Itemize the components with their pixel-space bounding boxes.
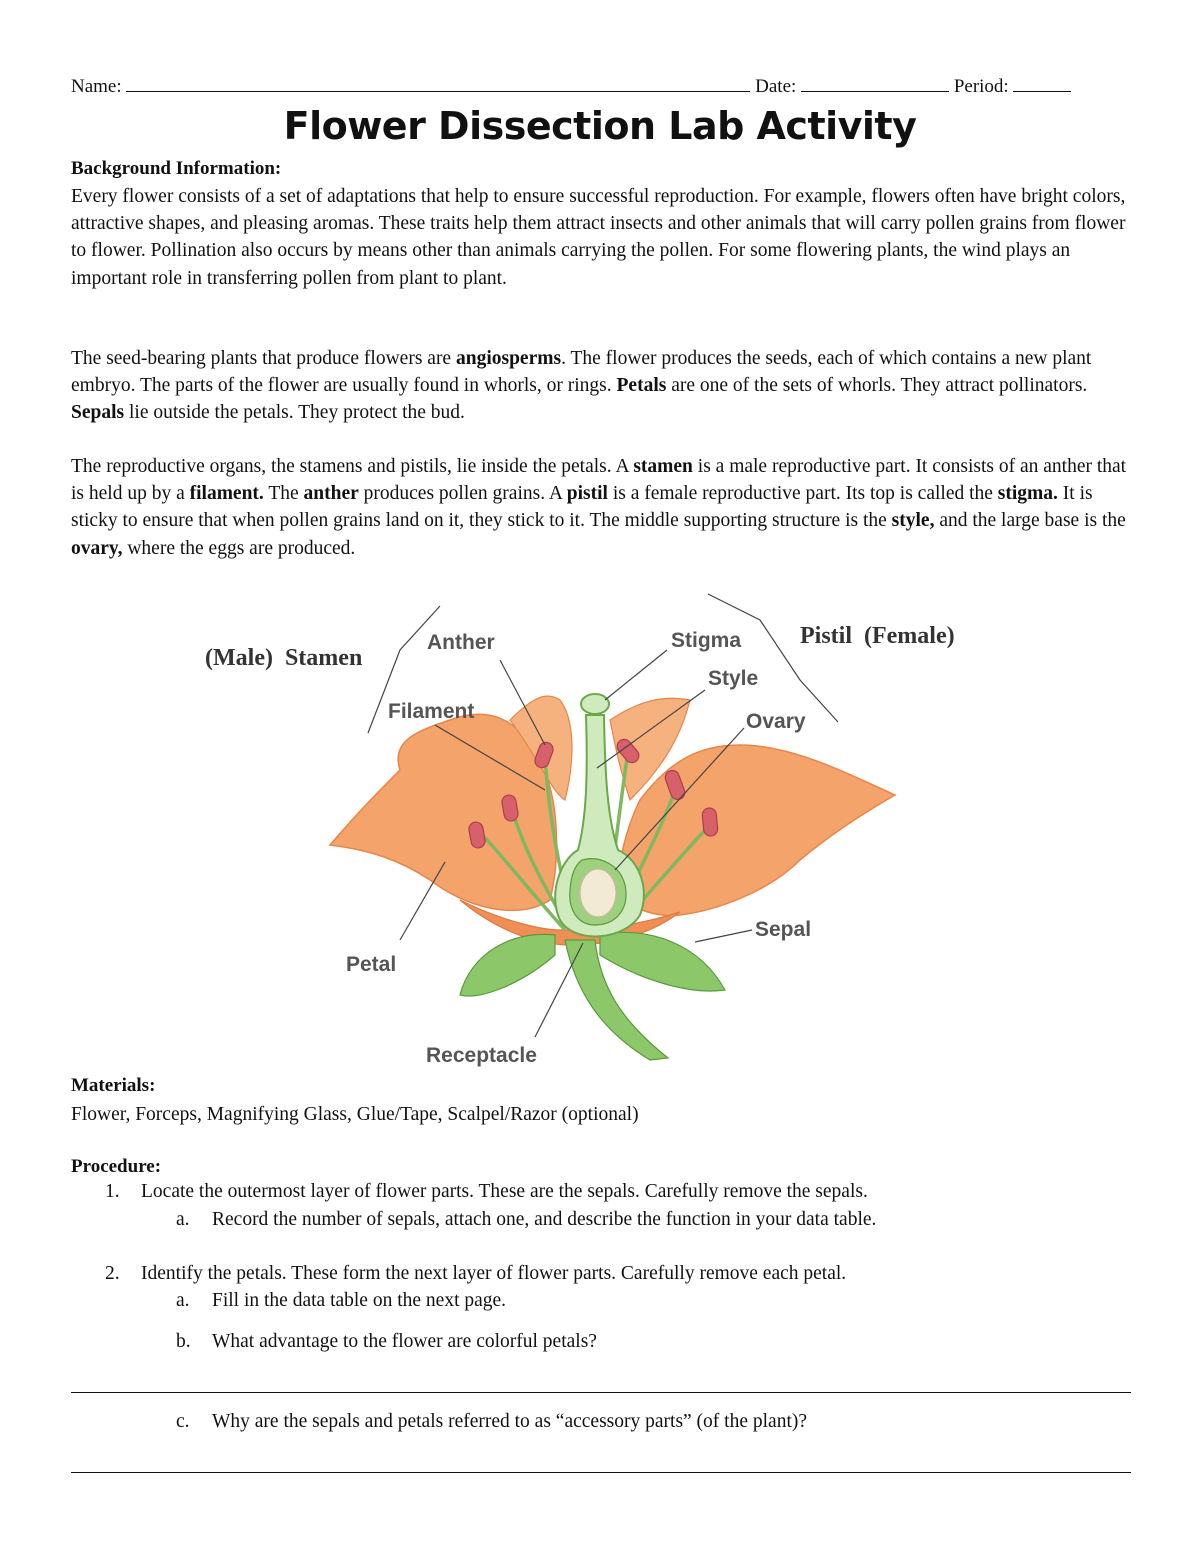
text-run: and the large base is the <box>934 510 1126 532</box>
stigma <box>581 694 609 714</box>
text-run: is a female reproductive part. Its top is called the <box>607 483 998 505</box>
text-run: The seed-bearing plants that produce flowers are <box>71 348 456 369</box>
name-blank[interactable] <box>126 73 750 92</box>
style-label: Style <box>708 667 759 690</box>
step-2a-text: Fill in the data table on the next page. <box>212 1290 507 1311</box>
term-stigma: stigma. <box>997 483 1058 505</box>
flower-diagram <box>190 590 1020 1080</box>
materials-heading: Materials: <box>71 1075 156 1096</box>
step-number: 2. <box>105 1263 120 1284</box>
text-run: are one of the sets of whorls. They attract pollinators. <box>666 375 1088 397</box>
ovary-label: Ovary <box>746 710 806 733</box>
filament-label: Filament <box>388 700 475 723</box>
step-2b-text: What advantage to the flower are colorful petals? <box>212 1331 597 1352</box>
female-pistil-label: Pistil (Female) <box>800 623 955 649</box>
page-title: Flower Dissection Lab Activity <box>283 104 917 148</box>
petal-label: Petal <box>346 953 397 976</box>
background-paragraph-1: Every flower consists of a set of adaptations that help to ensure successful reproduction. For example, flowers often have bright colors, attractive shapes, and pleasing aromas. These traits help them attract insects and other animals that will carry pollen grains from flower to flower. Pollination also occurs by means other than animals carrying the pollen. For some flowering plants, the wind plays an important role in transferring pollen from plant to plant. <box>71 186 1126 289</box>
procedure-heading: Procedure: <box>71 1156 162 1177</box>
line-sepal <box>695 930 752 942</box>
sepal-left <box>460 934 555 996</box>
step-2c-text: Why are the sepals and petals referred to as “accessory parts” (of the plant)? <box>212 1411 808 1432</box>
period-blank[interactable] <box>1013 73 1071 92</box>
text-run: The <box>263 483 304 505</box>
background-paragraph-3 <box>71 453 1131 562</box>
date-blank[interactable] <box>801 73 949 92</box>
period-label: Period: <box>953 76 1009 97</box>
answer-line-2c[interactable] <box>71 1472 1131 1473</box>
term-pistil: pistil <box>566 483 608 505</box>
substep-letter: a. <box>176 1290 190 1311</box>
receptacle-label: Receptacle <box>426 1044 537 1067</box>
stigma-label: Stigma <box>671 629 742 652</box>
term-angiosperms: angiosperms <box>455 348 562 369</box>
bracket-pistil <box>708 594 838 722</box>
term-sepals: Sepals <box>71 402 125 424</box>
text-run: It is sticky to ensure that when pollen grains land on it, they stick to it. The middle supporting structure is the <box>71 483 1093 532</box>
background-heading: Background Information: <box>71 158 282 179</box>
background-paragraph-2 <box>71 345 1131 427</box>
line-stigma <box>605 650 667 700</box>
name-label: Name: <box>71 76 122 97</box>
sepal-label: Sepal <box>755 918 812 941</box>
materials-list: Flower, Forceps, Magnifying Glass, Glue/Tape, Scalpel/Razor (optional) <box>71 1104 639 1125</box>
anther <box>702 807 718 836</box>
answer-line-2b[interactable] <box>71 1392 1131 1393</box>
text-run: produces pollen grains. A <box>358 483 567 505</box>
text-run: where the eggs are produced. <box>122 537 356 559</box>
text-run: . The flower produces the seeds, each of which contains a new plant embryo. The parts of the flower are usually found in whorls, or rings. <box>71 348 1092 397</box>
anther-label: Anther <box>427 631 495 654</box>
text-run: lie outside the petals. They protect the bud. <box>124 402 465 424</box>
text-run: The reproductive organs, the stamens and pistils, lie inside the petals. A <box>71 456 634 477</box>
term-style: style, <box>891 510 935 532</box>
substep-letter: b. <box>176 1331 191 1352</box>
header-fields <box>71 73 1131 98</box>
term-petals: Petals <box>616 375 667 397</box>
term-stamen: stamen <box>633 456 693 477</box>
step-2-text: Identify the petals. These form the next layer of flower parts. Carefully remove each petal. <box>141 1263 847 1284</box>
step-1-text: Locate the outermost layer of flower parts. These are the sepals. Carefully remove the sepals. <box>141 1181 868 1202</box>
substep-letter: c. <box>176 1411 190 1432</box>
text-run: is a male reproductive part. It consists of an anther that is held up by a <box>71 456 1127 505</box>
date-label: Date: <box>755 76 797 97</box>
term-filament: filament. <box>189 483 264 505</box>
ovule-egg <box>580 869 616 917</box>
term-ovary: ovary, <box>71 537 123 559</box>
male-stamen-label: (Male) Stamen <box>205 645 363 671</box>
sepals <box>460 932 725 1060</box>
step-number: 1. <box>105 1181 120 1202</box>
substep-letter: a. <box>176 1209 190 1230</box>
step-1a-text: Record the number of sepals, attach one, and describe the function in your data table. <box>212 1209 877 1230</box>
sepal-right <box>600 932 725 990</box>
term-anther: anther <box>303 483 359 505</box>
